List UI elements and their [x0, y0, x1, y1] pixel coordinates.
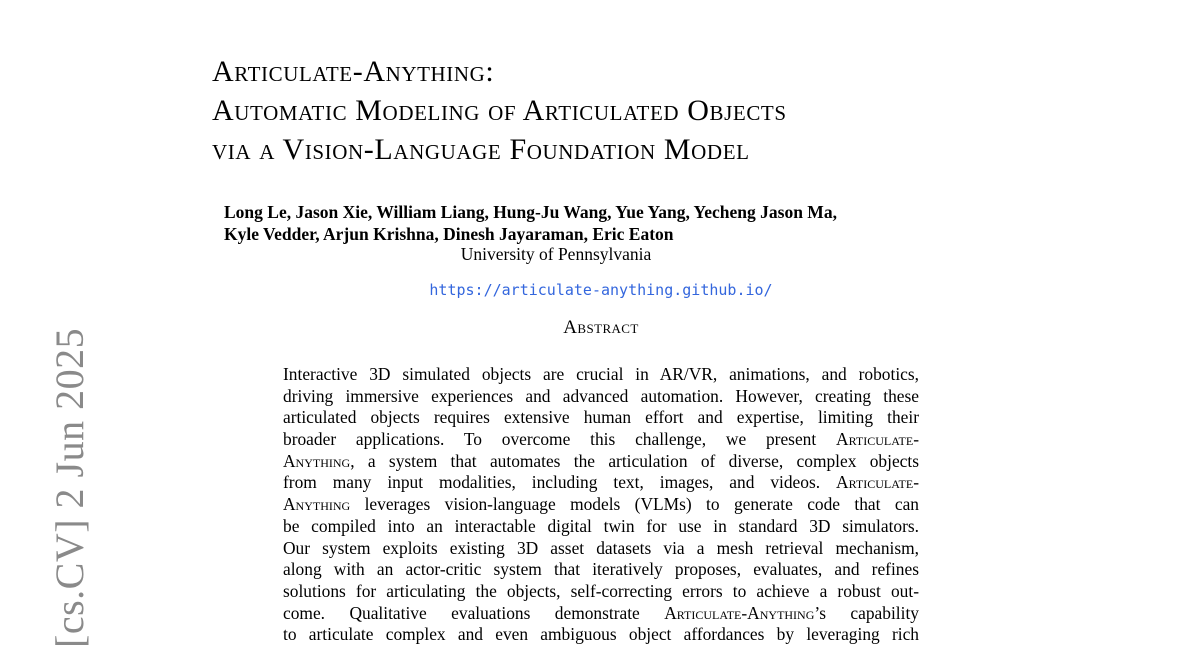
abstract-line: driving immersive experiences and advanced automation. However, creating these — [283, 385, 919, 406]
abstract-line: come. Qualitative evaluations demonstrate Articulate-Anything’s capability — [283, 602, 919, 623]
title-line-2: Automatic Modeling of Articulated Objects — [212, 94, 787, 127]
abstract-heading: Abstract — [563, 317, 639, 338]
system-name: Articulate- — [836, 429, 919, 450]
arxiv-side-stamp: [cs.CV] 2 Jun 2025 — [47, 327, 92, 648]
author-line-2: Kyle Vedder, Arjun Krishna, Dinesh Jayaraman, Eric Eaton — [224, 224, 674, 244]
title-line-3: via a Vision-Language Foundation Model — [212, 133, 750, 166]
abstract-line: Interactive 3D simulated objects are crucial in AR/VR, animations, and robotics, — [283, 364, 919, 384]
system-name: Anything — [283, 494, 351, 515]
abstract-line: Anything, a system that automates the articulation of diverse, complex objects — [283, 450, 919, 471]
author-list — [224, 201, 944, 245]
paper-title — [212, 52, 1032, 169]
abstract-line: from many input modalities, including text, images, and videos. Articulate- — [283, 472, 919, 493]
system-name: Articulate-Anything — [664, 602, 815, 623]
system-name: Articulate- — [836, 472, 919, 493]
abstract-body — [283, 364, 919, 646]
abstract-line: Anything leverages vision-language models (VLMs) to generate code that can — [283, 494, 919, 515]
abstract-line: to articulate complex and even ambiguous object affordances by leveraging rich — [283, 624, 919, 645]
author-line-1: Long Le, Jason Xie, William Liang, Hung-Ju Wang, Yue Yang, Yecheng Jason Ma, — [224, 202, 837, 222]
abstract-line: be compiled into an interactable digital twin for use in standard 3D simulators. — [283, 515, 919, 536]
abstract-line: Our system exploits existing 3D asset datasets via a mesh retrieval mechanism, — [283, 537, 919, 558]
title-line-1: Articulate-Anything: — [212, 55, 495, 88]
system-name: Anything — [283, 450, 351, 471]
abstract-line: articulated objects requires extensive human effort and expertise, limiting their — [283, 407, 919, 428]
project-url-link[interactable]: https://articulate-anything.github.io/ — [429, 281, 773, 299]
abstract-line: broader applications. To overcome this challenge, we present Articulate- — [283, 429, 919, 450]
abstract-line: solutions for articulating the objects, self-correcting errors to achieve a robust out- — [283, 580, 919, 601]
affiliation: University of Pennsylvania — [460, 244, 652, 264]
abstract-line: along with an actor-critic system that iteratively proposes, evaluates, and refines — [283, 559, 919, 580]
